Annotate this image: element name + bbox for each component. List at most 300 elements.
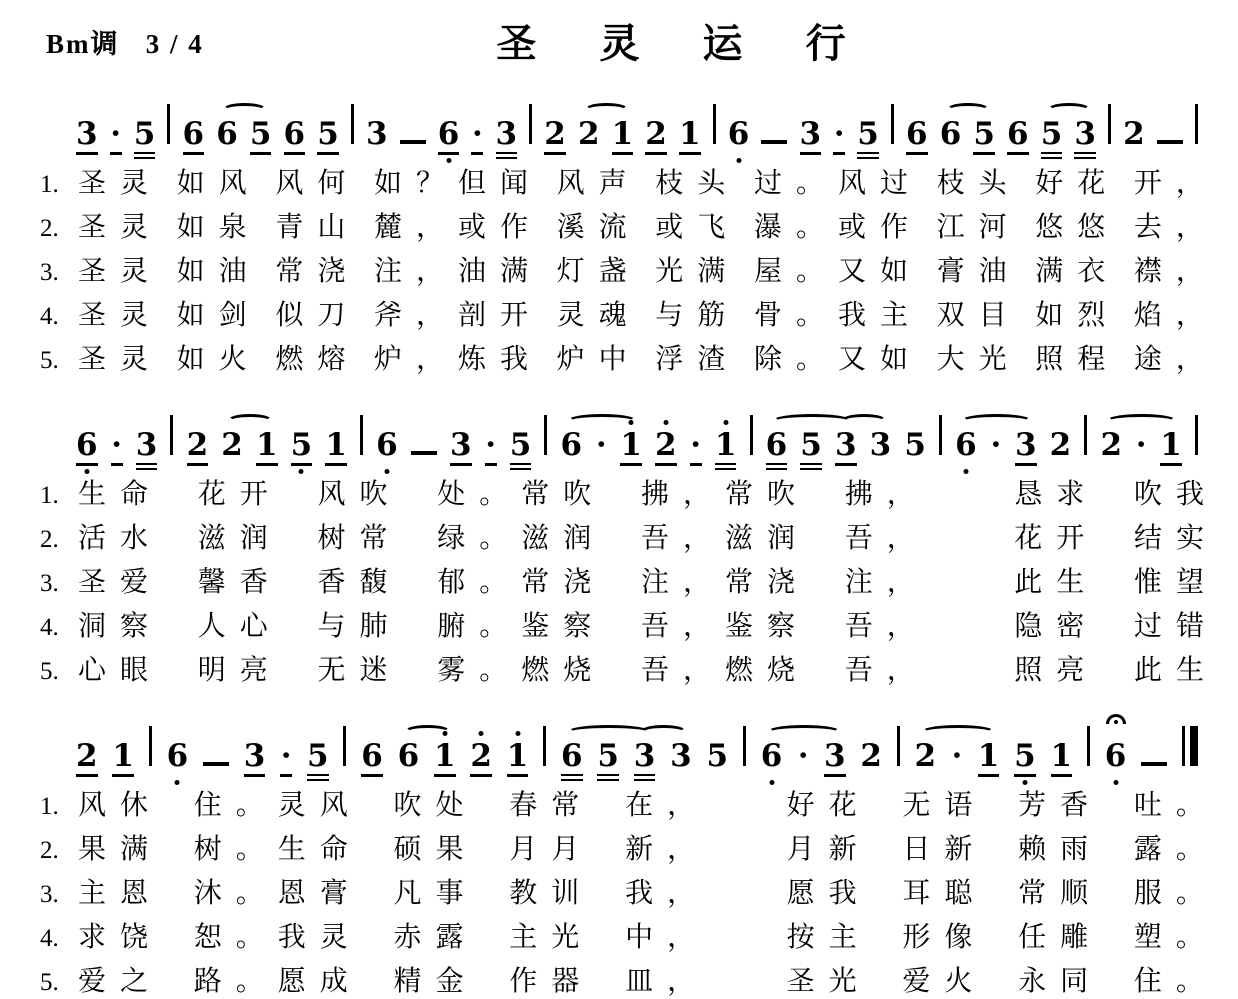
system-2	[40, 399, 1218, 688]
lyric-segment: 枝头	[655, 168, 740, 199]
lyric-segment: 炉中	[556, 344, 641, 375]
note: 5	[291, 427, 313, 466]
note: 1	[978, 738, 1000, 777]
lyric-segment: 如剑	[176, 300, 261, 331]
note: 2	[655, 427, 677, 466]
note: 1	[612, 116, 634, 155]
barline	[1195, 104, 1198, 144]
note: 6	[438, 116, 460, 155]
duration-dot: ·	[595, 427, 607, 463]
lyric-segment: 人心	[197, 611, 282, 642]
lyric-segment: 恕。我灵	[193, 922, 362, 953]
duration-dot: ·	[951, 738, 963, 774]
lyric-segment: 隐密	[1014, 611, 1099, 642]
lyric-segment: 好花	[1035, 168, 1120, 199]
lyric-segment: 圣灵	[78, 212, 163, 243]
lyric-segment: 常浇	[275, 256, 360, 287]
lyric-segment: 住。	[1133, 966, 1218, 997]
note: 6	[1007, 116, 1029, 155]
barline	[167, 104, 170, 144]
verse-row	[40, 299, 1218, 333]
verse-row	[40, 610, 1218, 644]
note: 1	[256, 427, 278, 466]
lyric-segment: 无迷	[317, 655, 402, 686]
lyric-segment: 春常	[509, 790, 594, 821]
slur-arc	[567, 725, 651, 739]
lyric-segment: 任雕	[1018, 922, 1103, 953]
slur-arc	[1047, 103, 1091, 117]
lyric-segment: 洞察	[78, 611, 163, 642]
lyric-segment: 大光	[936, 344, 1021, 375]
lyric-segment: 焰，	[1133, 300, 1218, 331]
dash-note-extension	[761, 140, 787, 144]
lyric-segment: 无语	[902, 790, 987, 821]
lyric-segment: 风休	[78, 790, 163, 821]
note: 1	[434, 738, 456, 777]
verse-row	[40, 965, 1218, 999]
lyric-segment: 月月	[509, 834, 594, 865]
lyric-segment: 住。灵风	[193, 790, 362, 821]
lyric-segment: 活水	[78, 523, 163, 554]
note: 2	[645, 116, 667, 155]
lyric-segment: 如火	[176, 344, 261, 375]
verse-row	[40, 478, 1218, 512]
note: 1	[1160, 427, 1182, 466]
verse-text	[78, 566, 1218, 599]
note: 5	[307, 738, 329, 781]
lyric-segment: 按主	[786, 922, 871, 953]
lyric-segment: 枝头	[936, 168, 1021, 199]
note: 3	[634, 738, 656, 781]
lyric-segment: 圣爱	[78, 567, 163, 598]
barline	[743, 726, 746, 766]
lyric-segment: 与筋	[655, 300, 740, 331]
lyric-segment: 吾，燃烧	[641, 655, 810, 686]
lyric-segment: 好花	[786, 790, 871, 821]
lyric-segment: 瀑。或作	[753, 212, 922, 243]
lyric-segment: 或飞	[655, 212, 740, 243]
lyric-segment: 中，	[625, 922, 710, 953]
lyric-segment: 过错	[1133, 611, 1218, 642]
slur-arc	[841, 414, 887, 428]
verse-row	[40, 654, 1218, 688]
lyric-segment: 风吹	[317, 479, 402, 510]
barline	[170, 415, 173, 455]
lyric-segment: 圣光	[786, 966, 871, 997]
slur-arc	[222, 103, 267, 117]
lyric-segment: 此生	[1014, 567, 1099, 598]
note: 5	[134, 116, 156, 159]
lyric-segment: 在，	[625, 790, 710, 821]
lyric-segment: 明亮	[197, 655, 282, 686]
verse-row	[40, 921, 1218, 955]
barline	[891, 104, 894, 144]
lyric-segment: 麓，或作	[373, 212, 542, 243]
lyric-segment: 似刀	[275, 300, 360, 331]
lyric-segment: 生命	[78, 479, 163, 510]
lyric-segment: 膏油	[936, 256, 1021, 287]
duration-dot: ·	[1135, 427, 1147, 463]
lyric-segment: 斧，剖开	[373, 300, 542, 331]
note: 3	[450, 427, 472, 466]
note: 2	[470, 738, 492, 777]
note: 5	[1041, 116, 1063, 159]
slur-arc	[227, 414, 273, 428]
barline	[1195, 415, 1198, 455]
barline	[897, 726, 900, 766]
system-1	[40, 88, 1218, 377]
lyric-segment: 愿我	[786, 878, 871, 909]
duration-dot: ·	[797, 738, 809, 774]
lyric-segment: 赤露	[393, 922, 478, 953]
lyric-segment: 拂，常吹	[641, 479, 810, 510]
verse-text	[78, 877, 1218, 910]
note: 6	[766, 427, 788, 470]
lyric-segment: 浮渣	[655, 344, 740, 375]
lyric-segment: 如泉	[176, 212, 261, 243]
lyric-segment: 途，	[1133, 344, 1218, 375]
lyric-segment: 形像	[902, 922, 987, 953]
verse-number: 1.	[40, 793, 59, 820]
lyric-segment: 芳香	[1018, 790, 1103, 821]
barline	[713, 104, 716, 144]
note: 5	[904, 427, 926, 463]
lyric-segment: 开，	[1133, 168, 1218, 199]
verse-row	[40, 877, 1218, 911]
note: 5	[317, 116, 339, 155]
note: 2	[914, 738, 937, 774]
slur-arc	[567, 414, 637, 428]
verse-number: 1.	[40, 482, 59, 509]
verse-number: 4.	[40, 303, 59, 330]
note: 6	[906, 116, 928, 155]
lyric-segment: 吹我	[1133, 479, 1218, 510]
lyric-segment: 溪流	[556, 212, 641, 243]
note: 6	[727, 116, 750, 152]
note: 6	[361, 738, 383, 777]
verse-number: 4.	[40, 614, 59, 641]
lyric-segment: 骨。我主	[753, 300, 922, 331]
note: 6	[939, 116, 962, 152]
lyric-segment: 吾，滋润	[641, 523, 810, 554]
note: 1	[325, 427, 347, 466]
verse-text	[78, 522, 1218, 555]
slur-arc	[584, 103, 629, 117]
duration-dot: ·	[110, 116, 122, 155]
barline	[343, 726, 346, 766]
lyric-segment: 此生	[1133, 655, 1218, 686]
note: 2	[221, 427, 243, 463]
slur-arc	[767, 725, 841, 739]
note: 2	[544, 116, 566, 155]
note: 6	[284, 116, 306, 155]
lyric-segment: 满衣	[1035, 256, 1120, 287]
slur-arc	[640, 725, 687, 739]
verse-row	[40, 522, 1218, 556]
lyric-segment: 圣灵	[78, 256, 163, 287]
verse-row	[40, 566, 1218, 600]
verse-text	[78, 654, 1218, 687]
note: 3	[496, 116, 518, 159]
verse-number: 2.	[40, 215, 59, 242]
verse-number: 3.	[40, 881, 59, 908]
barline	[750, 415, 753, 455]
note: 5	[706, 738, 729, 774]
verse-text	[78, 921, 1218, 954]
lyric-segment: 我，	[625, 878, 710, 909]
lyric-segment: 腑。鉴察	[437, 611, 606, 642]
lyric-segment: 风何	[275, 168, 360, 199]
note: 3	[1074, 116, 1096, 159]
verse-number: 3.	[40, 570, 59, 597]
barline	[544, 415, 547, 455]
lyric-segment: 心眼	[78, 655, 163, 686]
lyric-segment: 凡事	[393, 878, 478, 909]
note: 1	[112, 738, 134, 777]
note: 3	[76, 116, 98, 155]
verse-number: 5.	[40, 347, 59, 374]
note: 6	[183, 116, 205, 155]
lyric-segment: 如油	[176, 256, 261, 287]
lyric-segment: 滋润	[197, 523, 282, 554]
note: 5	[800, 427, 822, 470]
barline	[351, 104, 354, 144]
lyric-segment: 月新	[786, 834, 871, 865]
lyric-segment: 炉，炼我	[373, 344, 542, 375]
slur-arc	[961, 414, 1032, 428]
duration-dot: ·	[280, 738, 292, 777]
verse-row	[40, 343, 1218, 377]
music-systems	[40, 88, 1218, 999]
note: 5	[250, 116, 272, 155]
slur-arc	[946, 103, 990, 117]
lyric-segment: 与肺	[317, 611, 402, 642]
note: 1	[715, 427, 737, 470]
barline	[939, 415, 942, 455]
verse-text	[78, 610, 1218, 643]
lyric-segment: 光满	[655, 256, 740, 287]
note: 6	[397, 738, 420, 774]
lyric-segment: 屋。又如	[753, 256, 922, 287]
lyric-segment: 沐。恩膏	[193, 878, 362, 909]
lyric-segment: 日新	[902, 834, 987, 865]
lyric-segment: 服。	[1133, 878, 1218, 909]
note: 1	[1051, 738, 1073, 777]
dash-note-extension	[400, 140, 426, 144]
music-line-3	[76, 710, 1198, 781]
lyric-segment: 如？但闻	[373, 168, 542, 199]
lyric-segment: 永同	[1018, 966, 1103, 997]
note: 3	[365, 116, 388, 152]
slur-arc	[1106, 414, 1177, 428]
verse-number: 5.	[40, 658, 59, 685]
page-title: 圣 灵 运 行	[496, 22, 872, 66]
lyric-segment: 吾，鉴察	[641, 611, 810, 642]
note: 5	[1014, 738, 1036, 777]
note: 6	[166, 738, 189, 774]
lyric-segment: 灯盏	[556, 256, 641, 287]
note: 3	[800, 116, 822, 155]
note: 5	[510, 427, 532, 470]
note: 6	[561, 738, 583, 781]
note: 6	[560, 427, 583, 463]
lyric-segment: 青山	[275, 212, 360, 243]
lyric-segment: 塑。	[1133, 922, 1218, 953]
lyric-segment: 风声	[556, 168, 641, 199]
barline	[529, 104, 532, 144]
lyric-segment: 照亮	[1014, 655, 1099, 686]
note: 2	[577, 116, 600, 152]
system-3	[40, 710, 1218, 999]
verse-text	[78, 789, 1218, 822]
lyric-segment: 吾，	[844, 611, 929, 642]
barline	[1087, 726, 1090, 766]
barline	[1084, 415, 1087, 455]
note: 6	[76, 427, 98, 466]
lyric-segment: 襟，	[1133, 256, 1218, 287]
barline	[1108, 104, 1111, 144]
lyric-segment: 香馥	[317, 567, 402, 598]
lyric-segment: 硕果	[393, 834, 478, 865]
note: 5	[597, 738, 619, 781]
lyric-segment: 吹处	[393, 790, 478, 821]
note: 3	[244, 738, 266, 777]
lyric-segment: 求饶	[78, 922, 163, 953]
lyric-segment: 燃熔	[275, 344, 360, 375]
final-barline	[1182, 726, 1198, 766]
lyric-segment: 处。常吹	[437, 479, 606, 510]
note: 2	[187, 427, 209, 466]
note: 6	[1105, 738, 1127, 774]
lyric-segment: 拂，	[844, 479, 929, 510]
verse-row	[40, 167, 1218, 201]
note: 1	[507, 738, 529, 777]
note: 5	[973, 116, 995, 155]
note: 2	[860, 738, 882, 774]
verse-row	[40, 255, 1218, 289]
verse-number: 3.	[40, 259, 59, 286]
lyric-segment: 结实	[1133, 523, 1218, 554]
lyric-segment: 爱火	[902, 966, 987, 997]
lyric-segment: 灵魂	[556, 300, 641, 331]
lyric-segment: 教训	[509, 878, 594, 909]
verse-row	[40, 789, 1218, 823]
lyric-segment: 路。愿成	[193, 966, 362, 997]
verse-text	[78, 167, 1218, 200]
lyric-segment: 赖雨	[1018, 834, 1103, 865]
lyric-segment: 惟望	[1133, 567, 1218, 598]
lyric-segment: 圣灵	[78, 344, 163, 375]
note: 6	[216, 116, 238, 152]
lyric-segment: 新，	[625, 834, 710, 865]
verse-text	[78, 299, 1218, 332]
duration-dot: ·	[990, 427, 1002, 463]
lyric-segment: 耳聪	[902, 878, 987, 909]
barline	[543, 726, 546, 766]
music-line-2	[76, 399, 1198, 470]
dash-note-extension	[1141, 762, 1167, 766]
lyric-segment: 圣灵	[78, 168, 163, 199]
dash-note-extension	[1157, 140, 1183, 144]
note: 3	[824, 738, 846, 777]
note: 6	[376, 427, 398, 463]
note: 3	[1015, 427, 1037, 466]
lyric-segment: 注，油满	[373, 256, 542, 287]
lyric-segment: 如烈	[1035, 300, 1120, 331]
lyric-segment: 作器	[509, 966, 594, 997]
lyric-segment: 注，常浇	[641, 567, 810, 598]
lyric-segment: 露。	[1133, 834, 1218, 865]
lyric-segment: 照程	[1035, 344, 1120, 375]
verse-number: 2.	[40, 526, 59, 553]
lyric-segment: 皿，	[625, 966, 710, 997]
verse-text	[78, 211, 1218, 244]
lyric-segment: 果满	[78, 834, 163, 865]
duration-dot: ·	[690, 427, 702, 466]
note: 3	[835, 427, 857, 466]
verse-text	[78, 833, 1218, 866]
music-line-1	[76, 88, 1198, 159]
verse-text	[78, 255, 1218, 288]
dash-note-extension	[411, 451, 437, 455]
lyric-segment: 精金	[393, 966, 478, 997]
lyric-segment: 悠悠	[1035, 212, 1120, 243]
lyric-segment: 爱之	[78, 966, 163, 997]
lyric-segment: 树常	[317, 523, 402, 554]
verse-row	[40, 833, 1218, 867]
lyric-segment: 常顺	[1018, 878, 1103, 909]
note: 3	[136, 427, 158, 470]
note: 6	[760, 738, 783, 774]
dash-note-extension	[203, 762, 229, 766]
lyric-segment: 如风	[176, 168, 261, 199]
lyric-segment: 恳求	[1014, 479, 1099, 510]
note: 6	[955, 427, 977, 463]
verse-row	[40, 211, 1218, 245]
lyric-segment: 除。又如	[753, 344, 922, 375]
verse-number: 4.	[40, 925, 59, 952]
slur-arc	[404, 725, 451, 739]
lyric-segment: 主光	[509, 922, 594, 953]
note: 2	[76, 738, 98, 777]
verse-text	[78, 343, 1218, 376]
lyric-segment: 树。生命	[193, 834, 362, 865]
verse-number: 1.	[40, 171, 59, 198]
duration-dot: ·	[833, 116, 845, 155]
lyric-segment: 圣灵	[78, 300, 163, 331]
note: 5	[857, 116, 879, 159]
lyric-segment: 注，	[844, 567, 929, 598]
lyric-segment: 去，	[1133, 212, 1218, 243]
key-time-signature: Bm调 3 / 4	[46, 29, 204, 59]
verse-number: 5.	[40, 969, 59, 996]
note: 2	[1123, 116, 1145, 152]
lyric-segment: 吐。	[1133, 790, 1218, 821]
barline	[149, 726, 152, 766]
slur-arc	[921, 725, 995, 739]
lyric-segment: 过。风过	[753, 168, 922, 199]
note: 3	[869, 427, 892, 463]
note: 1	[679, 116, 701, 155]
lyric-segment: 吾，	[844, 655, 929, 686]
slur-arc	[772, 414, 852, 428]
verse-text	[78, 478, 1218, 511]
lyric-segment: 花开	[1014, 523, 1099, 554]
verse-number: 2.	[40, 837, 59, 864]
lyric-segment: 郁。常浇	[437, 567, 606, 598]
note: 1	[620, 427, 642, 466]
lyric-segment: 雾。燃烧	[437, 655, 606, 686]
